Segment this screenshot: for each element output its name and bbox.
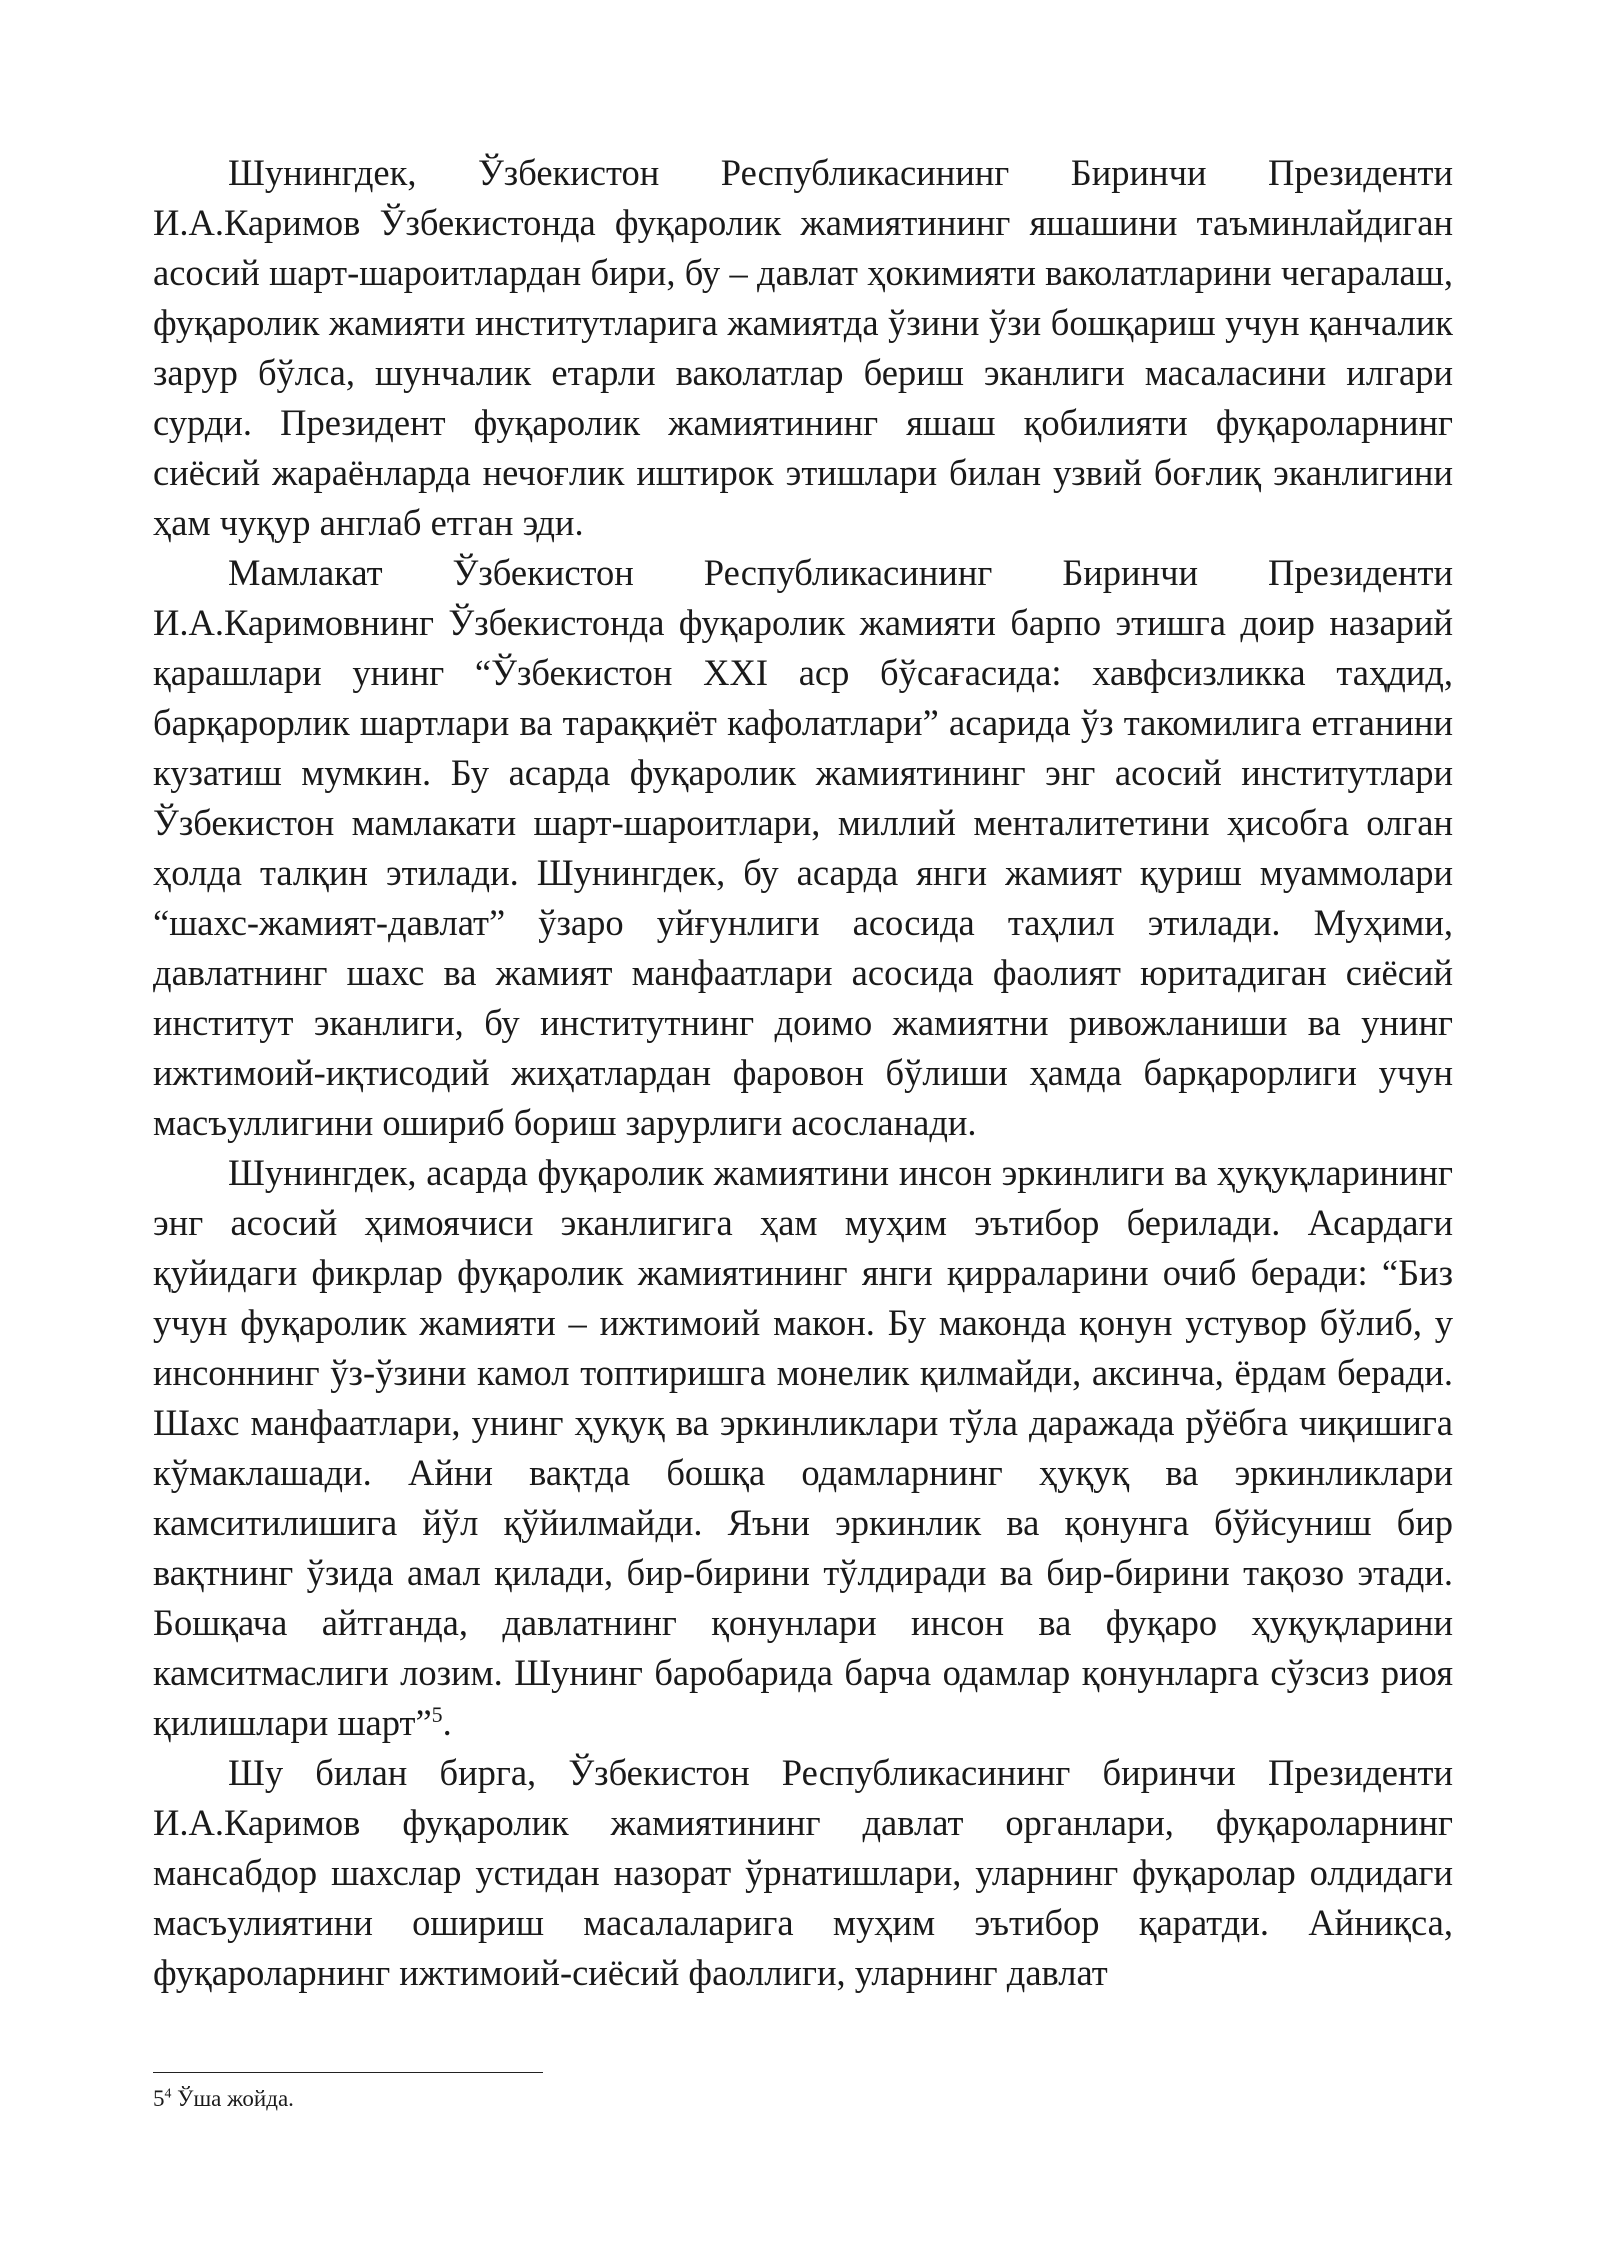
paragraph-2: [153, 548, 1453, 1148]
footnote-superscript: 4: [164, 2085, 172, 2101]
paragraph-4: [153, 1748, 1453, 1998]
paragraph-2-text: Мамлакат Ўзбекистон Республикасининг Биринчи Президенти И.А.Каримовнинг Ўзбекистонда фуқаролик жамияти барпо этишга доир назарий қарашлари унинг “Ўзбекистон XXI аср бўсағасида: хавфсизликка таҳдид, барқарорлик шартлари ва тараққиёт кафолатлари” асарида ўз такомилига етганини кузатиш мумкин. Бу асарда фуқаролик жамиятининг энг асосий институтлари Ўзбекистон мамлакати шарт-шароитлари, миллий менталитетини ҳисобга олган ҳолда талқин этилади. Шунингдек, бу асарда янги жамият қуриш муаммолари “шахс-жамият-давлат” ўзаро уйғунлиги асосида таҳлил этилади. Муҳими, давлатнинг шахс ва жамият манфаатлари асосида фаолият юритадиган сиёсий институт эканлиги, бу институтнинг доимо жамиятни ривожланиши ва унинг ижтимоий-иқтисодий жиҳатлардан фаровон бўлиши ҳамда барқарорлиги учун масъуллигини ошириб бориш зарурлиги асосланади.: [153, 552, 1453, 1143]
footnote: [153, 2084, 294, 2114]
footnote-reference[interactable]: 5: [431, 1701, 443, 1727]
paragraph-3: Шунингдек, асарда фуқаролик жамиятини инсон эркинлиги ва ҳуқуқларининг энг асосий ҳимоячиси эканлигига ҳам муҳим эътибор берилади. Асардаги қуйидаги фикрлар фуқаролик жамиятининг янги қирраларини очиб беради: “Биз учун фуқаролик жамияти – ижтимоий макон. Бу маконда қонун устувор бўлиб, у инсоннинг ўз-ўзини камол топтиришга монелик қилмайди, аксинча, ёрдам беради. Шахс манфаатлари, унинг ҳуқуқ ва эркинликлари тўла даражада рўёбга чиқишига кўмаклашади. Айни вақтда бошқа одамларнинг ҳуқуқ ва эркинликлари камситилишига йўл қўйилмайди. Яъни эркинлик ва қонунга бўйсуниш бир вақтнинг ўзида амал қилади, бир-бирини тўлдиради ва бир-бирини тақозо этади. Бошқача айтганда, давлатнинг қонунлари инсон ва фуқаро ҳуқуқларини камситмаслиги лозим. Шунинг баробарида барча одамлар қонунларга сўзсиз риоя қилишлари шарт”$^5$.: [153, 1152, 1453, 1743]
footnote-number: 5: [153, 2086, 165, 2111]
document-body: [153, 148, 1453, 1998]
footnote-text: Ўша жойда.: [177, 2086, 294, 2111]
paragraph-3-text: Шунингдек, асарда фуқаролик жамиятини инсон эркинлиги ва ҳуқуқларининг энг асосий ҳимоячиси эканлигига ҳам муҳим эътибор берилади. Асардаги қуйидаги фикрлар фуқаролик жамиятининг янги қирраларини очиб беради: “Биз учун фуқаролик жамияти – ижтимоий макон. Бу маконда қонун устувор бўлиб, у инсоннинг ўз-ўзини камол топтиришга монелик қилмайди, аксинча, ёрдам беради. Шахс манфаатлари, унинг ҳуқуқ ва эркинликлари тўла даражада рўёбга чиқишига кўмаклашади. Айни вақтда бошқа одамларнинг ҳуқуқ ва эркинликлари камситилишига йўл қўйилмайди. Яъни эркинлик ва қонунга бўйсуниш бир вақтнинг ўзида амал қилади, бир-бирини тўлдиради ва бир-бирини тақозо этади. Бошқача айтганда, давлатнинг қонунлари инсон ва фуқаро ҳуқуқларини камситмаслиги лозим. Шунинг баробарида барча одамлар қонунларга сўзсиз риоя қилишлари шарт”: [153, 1152, 1453, 1743]
paragraph-1: [153, 148, 1453, 548]
paragraph-4-text: Шу билан бирга, Ўзбекистон Республикасининг биринчи Президенти И.А.Каримов фуқаролик жамиятининг давлат органлари, фуқароларнинг мансабдор шахслар устидан назорат ўрнатишлари, уларнинг фуқаролар олдидаги масъулиятини ошириш масалаларига муҳим эътибор қаратди. Айниқса, фуқароларнинг ижтимоий-сиёсий фаоллиги, уларнинг давлат: [153, 1752, 1453, 1993]
footnote-separator: [153, 2072, 543, 2073]
paragraph-1-text: Шунингдек, Ўзбекистон Республикасининг Биринчи Президенти И.А.Каримов Ўзбекистонда фуқаролик жамиятининг яшашини таъминлайдиган асосий шарт-шароитлардан бири, бу – давлат ҳокимияти ваколатларини чегаралаш, фуқаролик жамияти институтларига жамиятда ўзини ўзи бошқариш учун қанчалик зарур бўлса, шунчалик етарли ваколатлар бериш эканлиги масаласини илгари сурди. Президент фуқаролик жамиятининг яшаш қобилияти фуқароларнинг сиёсий жараёнларда нечоғлик иштирок этишлари билан узвий боғлиқ эканлигини ҳам чуқур англаб етган эди.: [153, 152, 1453, 543]
